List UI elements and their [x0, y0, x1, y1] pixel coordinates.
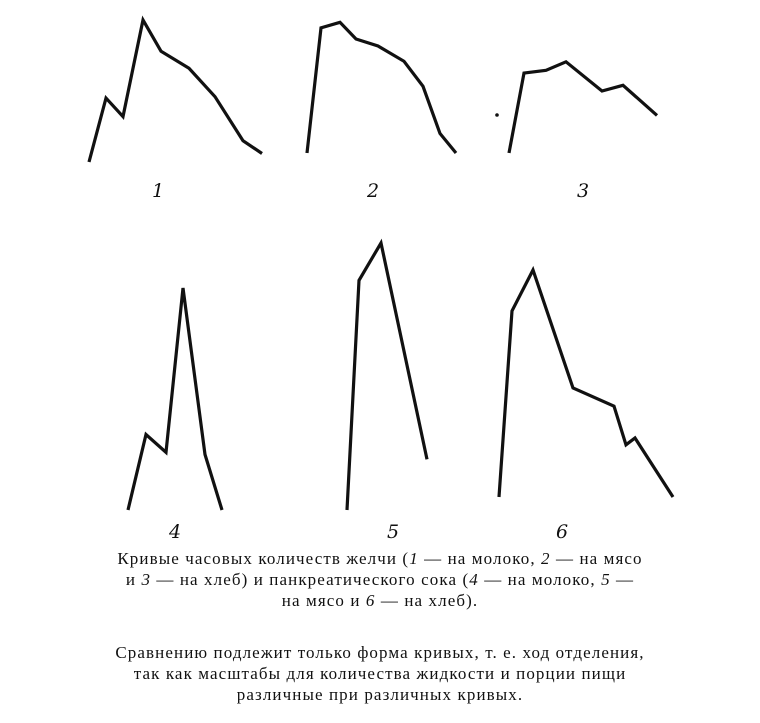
note-line-2: так как масштабы для количества жидкости и порции пищи [133, 664, 627, 683]
note-line-3: различные при различных кривых. [236, 685, 524, 704]
caption-line-1: Кривые часовых количеств желчи (1 — на молоко, 2 — на мясо [117, 549, 643, 568]
note-line-1: Сравнению подлежит только форма кривых, т. е. ход отделения, [115, 643, 645, 662]
curve-label-3: 3 [576, 180, 590, 202]
curve-label-1: 1 [151, 180, 165, 202]
curve-3 [509, 62, 657, 153]
caption-line-3: на мясо и 6 — на хлеб). [281, 591, 479, 610]
caption-line-2: и 3 — на хлеб) и панкреатического сока (4 — на молоко, 5 — [125, 570, 635, 589]
curve-1 [89, 20, 262, 162]
figure-note [0, 642, 760, 705]
curve-5 [347, 243, 427, 510]
curve-6 [499, 270, 673, 497]
curve-2 [307, 22, 456, 153]
print-speck [495, 113, 499, 117]
curve-label-5: 5 [386, 521, 400, 540]
figure-caption [0, 548, 760, 611]
curve-label-6: 6 [555, 521, 569, 540]
curve-label-2: 2 [366, 180, 380, 202]
curve-4 [128, 288, 222, 510]
curve-label-4: 4 [168, 521, 182, 540]
